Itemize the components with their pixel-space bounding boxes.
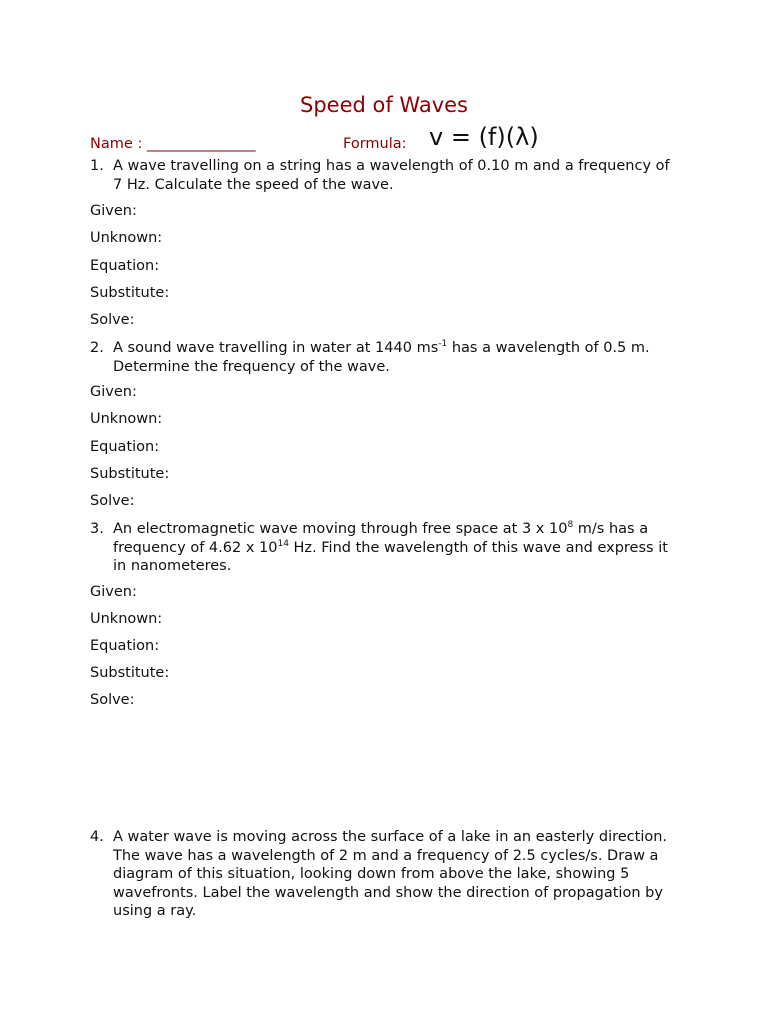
question-text: A water wave is moving across the surface of a lake in an easterly direction. The wave has a wavelength of 2 m and a frequency of 2.5 cycles/s. Draw a diagram of this situation, looking down from above the lake, showing 5 wavefronts. Label the wavelength and show the direction of propagation by using a ray. bbox=[113, 829, 668, 919]
question-3 bbox=[90, 520, 670, 576]
question-number: 4. bbox=[90, 829, 104, 845]
question-4 bbox=[90, 828, 670, 921]
page-title: Speed of Waves bbox=[300, 93, 468, 117]
question-2 bbox=[90, 339, 670, 376]
question-text-part: A sound wave travelling in water at 1440 ms bbox=[113, 340, 439, 356]
superscript: 14 bbox=[277, 538, 289, 549]
unknown-label: Unknown: bbox=[90, 611, 163, 627]
equation-label: Equation: bbox=[90, 638, 160, 654]
question-text-part: m/s has a frequency of 4.62 x 10 bbox=[113, 521, 649, 556]
substitute-label: Substitute: bbox=[90, 285, 170, 301]
question-text bbox=[113, 520, 670, 576]
superscript: 8 bbox=[567, 520, 574, 530]
question-number: 3. bbox=[90, 521, 104, 537]
formula-equation: v = (f)(λ) bbox=[429, 123, 539, 151]
given-label: Given: bbox=[90, 584, 137, 600]
unknown-label: Unknown: bbox=[90, 230, 163, 246]
given-label: Given: bbox=[90, 203, 137, 219]
equation-label: Equation: bbox=[90, 258, 160, 274]
superscript: -1 bbox=[438, 339, 448, 349]
solve-label: Solve: bbox=[90, 493, 135, 509]
substitute-label: Substitute: bbox=[90, 466, 170, 482]
solve-label: Solve: bbox=[90, 692, 135, 708]
question-text: A wave travelling on a string has a wavelength of 0.10 m and a frequency of 7 Hz. Calculate the speed of the wave. bbox=[113, 158, 670, 193]
question-number: 2. bbox=[90, 340, 104, 356]
name-field-label: Name : _______________ bbox=[90, 136, 256, 152]
question-text-part: An electromagnetic wave moving through free space at 3 x 10 bbox=[113, 521, 568, 537]
question-1 bbox=[90, 157, 670, 194]
given-label: Given: bbox=[90, 384, 137, 400]
question-text-part: has a wavelength of 0.5 m. Determine the frequency of the wave. bbox=[113, 340, 650, 375]
question-number: 1. bbox=[90, 158, 104, 174]
equation-label: Equation: bbox=[90, 439, 160, 455]
solve-label: Solve: bbox=[90, 312, 135, 328]
question-text bbox=[113, 339, 670, 376]
substitute-label: Substitute: bbox=[90, 665, 170, 681]
formula-label: Formula: bbox=[343, 136, 407, 152]
unknown-label: Unknown: bbox=[90, 411, 163, 427]
question-text-part: Hz. Find the wavelength of this wave and express it in nanometeres. bbox=[113, 539, 668, 574]
